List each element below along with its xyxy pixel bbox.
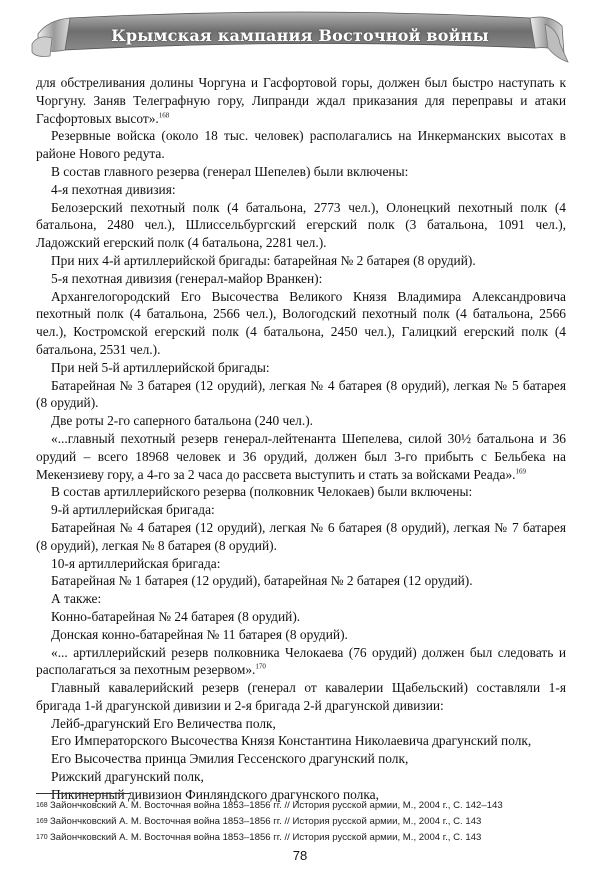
paragraph-text: При них 4-й артиллерийской бригады: батарейная № 2 батарея (8 орудий).	[51, 252, 476, 268]
paragraph-text: Батарейная № 1 батарея (12 орудий), батарейная № 2 батарея (12 орудий).	[51, 573, 473, 589]
paragraph-text: Резервные войска (около 18 тыс. человек) располагались на Инкерманских высотах в районе Нового редута.	[36, 128, 566, 162]
body-text	[36, 74, 566, 804]
paragraph-text: Рижский драгунский полк,	[51, 769, 204, 785]
footnote-number: 169	[36, 818, 48, 825]
paragraph	[36, 127, 566, 163]
footnote	[36, 830, 566, 846]
paragraph	[36, 555, 566, 573]
paragraph	[36, 501, 566, 519]
paragraph-text: В состав главного резерва (генерал Шепелев) были включены:	[51, 163, 409, 179]
paragraph	[36, 199, 566, 252]
paragraph	[36, 608, 566, 626]
paragraph-text: В состав артиллерийского резерва (полковник Челокаев) были включены:	[51, 484, 473, 500]
paragraph	[36, 590, 566, 608]
footnote-text: Зайончковский А. М. Восточная война 1853–1856 гг. // История русской армии, М., 2004 г., С. 142–143	[50, 800, 503, 811]
paragraph	[36, 412, 566, 430]
paragraph	[36, 572, 566, 590]
paragraph	[36, 644, 566, 680]
paragraph	[36, 626, 566, 644]
paragraph-text: Пикинерный дивизион Финляндского драгунского полка,	[51, 786, 379, 802]
footnote-text: Зайончковский А. М. Восточная война 1853–1856 гг. // История русской армии, М., 2004 г., С. 143	[50, 832, 482, 843]
paragraph-text: Его Высочества принца Эмилия Гессенского драгунский полк,	[51, 751, 409, 767]
paragraph-text: Главный кавалерийский резерв (генерал от кавалерии Щабельский) составляли 1-я бригада 1-й драгунской дивизии и 2-я бригада 2-й драгунской дивизии:	[36, 680, 566, 713]
paragraph-text: 9-й артиллерийская бригада:	[51, 502, 215, 518]
paragraph	[36, 181, 566, 199]
paragraph-text: Батарейная № 3 батарея (12 орудий), легкая № 4 батарея (8 орудий), легкая № 5 батарея (8 орудий).	[36, 377, 566, 411]
paragraph	[36, 288, 566, 359]
footnote	[36, 798, 566, 814]
paragraph-text: Архангелогородский Его Высочества Великого Князя Владимира Александровича пехотный полк (4 батальона, 2566 чел.), Вологодский пехотный полк (4 батальона, 2566 чел.), Костромской егерский полк (4 батальона, 2450 чел.), Галицкий егерский полк (4 батальона, 2531 чел.).	[36, 288, 566, 357]
paragraph-text: «... артиллерийский резерв полковника Челокаева (76 орудий) должен был следовать и располагаться за пехотным резервом».	[36, 644, 566, 678]
paragraph	[36, 359, 566, 377]
footnote-divider	[36, 793, 131, 794]
footnote-ref: 168	[158, 111, 170, 120]
chapter-title: Крымская кампания Восточной войны	[111, 26, 489, 45]
footnote	[36, 814, 566, 830]
paragraph	[36, 768, 566, 786]
paragraph	[36, 252, 566, 270]
footnote-text: Зайончковский А. М. Восточная война 1853–1856 гг. // История русской армии, М., 2004 г., С. 143	[50, 816, 482, 827]
footnote-number: 170	[36, 834, 48, 841]
paragraph	[36, 163, 566, 181]
paragraph-text: А также:	[51, 591, 102, 607]
paragraph-text: «...главный пехотный резерв генерал-лейтенанта Шепелева, силой 30½ батальона и 36 орудий – всего 18968 человек и 36 орудий, должен был 3-го прибыть с Бельбека на Мекензиеву гору, а 4-го за 2 часа до рассвета выступить и стать за войсками Реада».	[36, 430, 566, 482]
paragraph	[36, 679, 566, 715]
paragraph	[36, 483, 566, 501]
paragraph-text: 4-я пехотная дивизия:	[51, 181, 176, 197]
page-number: 78	[292, 848, 308, 863]
paragraph-text: Белозерский пехотный полк (4 батальона, 2773 чел.), Олонецкий пехотный полк (4 батальона, 2480 чел.), Шлиссельбургский егерский полк (3 батальона, 1091 чел.), Ладожский егерский полк (4 батальона, 2281 чел.).	[36, 199, 566, 251]
paragraph	[36, 377, 566, 413]
paragraph-text: Донская конно-батарейная № 11 батарея (8 орудий).	[51, 626, 348, 642]
paragraph	[36, 732, 566, 750]
paragraph-text: Две роты 2-го саперного батальона (240 чел.).	[51, 413, 314, 429]
paragraph	[36, 74, 566, 127]
paragraph-text: 10-я артиллерийская бригада:	[51, 555, 221, 571]
paragraph-text: Его Императорского Высочества Князя Константина Николаевича драгунский полк,	[51, 733, 532, 749]
paragraph	[36, 715, 566, 733]
paragraph-text: При ней 5-й артиллерийской бригады:	[51, 359, 270, 375]
paragraph	[36, 430, 566, 483]
paragraph	[36, 270, 566, 288]
paragraph-text: Конно-батарейная № 24 батарея (8 орудий).	[51, 608, 301, 624]
footnotes	[36, 798, 566, 846]
paragraph-text: для обстреливания долины Чоргуна и Гасфортовой горы, должен был быстро наступать к Чоргуну. Заняв Телеграфную гору, Липранди ждал приказания для переправы и атаки Гасфортовых высот».	[36, 75, 566, 126]
paragraph-text: Батарейная № 4 батарея (12 орудий), легкая № 6 батарея (8 орудий), легкая № 7 батарея (8 орудий), легкая № 8 батарея (8 орудий).	[36, 519, 566, 553]
footnote-number: 168	[36, 802, 48, 809]
paragraph-text: Лейб-драгунский Его Величества полк,	[51, 715, 276, 731]
paragraph-text: 5-я пехотная дивизия (генерал-майор Вранкен):	[51, 270, 323, 286]
footnote-ref: 169	[515, 467, 527, 476]
chapter-banner	[30, 4, 570, 66]
footnote-ref: 170	[255, 662, 266, 671]
paragraph	[36, 519, 566, 555]
paragraph	[36, 750, 566, 768]
